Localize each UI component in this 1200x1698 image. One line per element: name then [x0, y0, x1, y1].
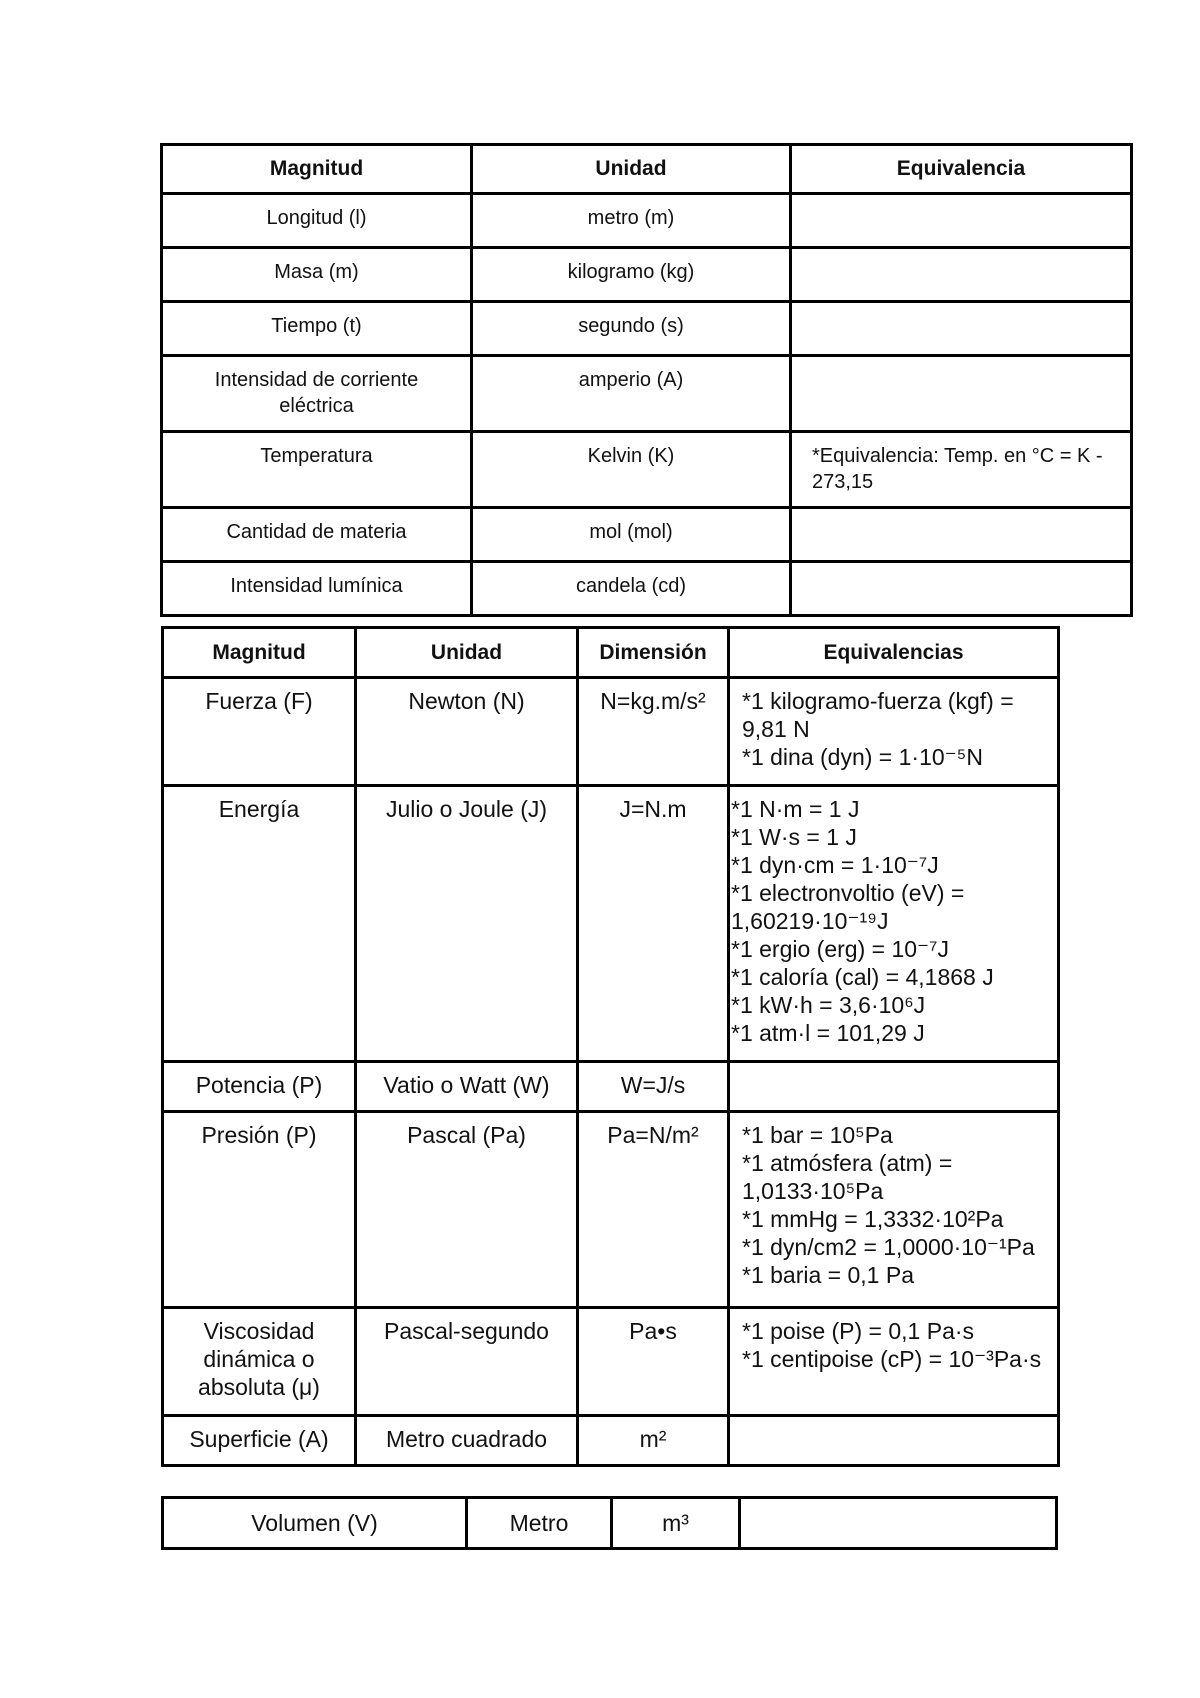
- table-row: [162, 356, 1132, 432]
- table-row: [163, 1112, 1059, 1308]
- dimension-cell: W=J/s: [578, 1062, 729, 1112]
- equivalence-line: *1 N·m = 1 J: [731, 796, 860, 822]
- magnitud-cell: Tiempo (t): [162, 302, 472, 356]
- equivalence-line: *1 atm·l = 101,29 J: [731, 1020, 925, 1046]
- magnitud-cell: Longitud (l): [162, 194, 472, 248]
- equivalence-line: *1 bar = 10⁵Pa: [742, 1122, 893, 1148]
- equivalencia-cell: *Equivalencia: Temp. en °C = K - 273,15: [791, 432, 1132, 508]
- magnitud-cell: Temperatura: [162, 432, 472, 508]
- header-equivalencia: Equivalencia: [791, 145, 1132, 194]
- unidad-cell: Vatio o Watt (W): [356, 1062, 578, 1112]
- unidad-cell: Newton (N): [356, 678, 578, 786]
- derived-units-table: [161, 626, 1060, 1467]
- table-row: [162, 248, 1132, 302]
- equivalence-line: *1 electronvoltio (eV) = 1,60219·10⁻¹⁹J: [731, 880, 965, 934]
- table-row: [163, 1498, 1057, 1549]
- table-row: [162, 302, 1132, 356]
- equivalencia-cell: [791, 508, 1132, 562]
- equivalence-line: *1 centipoise (cP) = 10⁻³Pa·s: [742, 1346, 1042, 1372]
- equivalencia-cell: [791, 562, 1132, 616]
- equivalencias-cell: [729, 1062, 1059, 1112]
- magnitud-cell: Potencia (P): [163, 1062, 356, 1112]
- header-unidad: Unidad: [472, 145, 791, 194]
- header-equivalencias: Equivalencias: [729, 628, 1059, 678]
- equivalence-line: *1 dyn/cm2 = 1,0000·10⁻¹Pa: [742, 1234, 1035, 1260]
- equivalence-line: *1 ergio (erg) = 10⁻⁷J: [731, 936, 949, 962]
- dimension-cell: m³: [612, 1498, 740, 1549]
- unidad-cell: segundo (s): [472, 302, 791, 356]
- magnitud-cell: Energía: [163, 786, 356, 1062]
- magnitud-cell: Masa (m): [162, 248, 472, 302]
- equivalencias-cell: [740, 1498, 1057, 1549]
- dimension-cell: Pa=N/m²: [578, 1112, 729, 1308]
- table-row: [162, 562, 1132, 616]
- equivalencia-cell: [791, 248, 1132, 302]
- unidad-cell: metro (m): [472, 194, 791, 248]
- equivalence-line: *1 atmósfera (atm) = 1,0133·10⁵Pa: [742, 1150, 953, 1204]
- equivalence-line: *1 kW·h = 3,6·10⁶J: [731, 992, 926, 1018]
- table-row: [162, 194, 1132, 248]
- unidad-cell: Pascal (Pa): [356, 1112, 578, 1308]
- equivalencias-cell: [729, 1112, 1059, 1308]
- header-unidad: Unidad: [356, 628, 578, 678]
- magnitud-cell: Volumen (V): [163, 1498, 467, 1549]
- equivalencia-cell: [791, 356, 1132, 432]
- equivalencias-cell: [729, 1308, 1059, 1416]
- equivalencias-cell: [729, 786, 1059, 1062]
- magnitud-cell: Intensidad de corriente eléctrica: [162, 356, 472, 432]
- base-units-table: [160, 143, 1133, 617]
- table-row: [163, 1308, 1059, 1416]
- equivalence-line: *1 caloría (cal) = 4,1868 J: [731, 964, 994, 990]
- table-header-row: [162, 145, 1132, 194]
- table-row: [162, 508, 1132, 562]
- magnitud-cell: Fuerza (F): [163, 678, 356, 786]
- table-row: [163, 1416, 1059, 1466]
- unidad-cell: Metro cuadrado: [356, 1416, 578, 1466]
- table-row: [162, 432, 1132, 508]
- dimension-cell: m²: [578, 1416, 729, 1466]
- unidad-cell: Metro: [467, 1498, 612, 1549]
- header-magnitud: Magnitud: [162, 145, 472, 194]
- unidad-cell: candela (cd): [472, 562, 791, 616]
- unidad-cell: Kelvin (K): [472, 432, 791, 508]
- equivalencia-cell: [791, 302, 1132, 356]
- dimension-cell: Pa•s: [578, 1308, 729, 1416]
- equivalence-line: *1 dyn·cm = 1·10⁻⁷J: [731, 852, 939, 878]
- magnitud-cell: Superficie (A): [163, 1416, 356, 1466]
- equivalencias-cell: [729, 678, 1059, 786]
- magnitud-cell: Presión (P): [163, 1112, 356, 1308]
- unidad-cell: Julio o Joule (J): [356, 786, 578, 1062]
- unidad-cell: amperio (A): [472, 356, 791, 432]
- header-dimension: Dimensión: [578, 628, 729, 678]
- unidad-cell: kilogramo (kg): [472, 248, 791, 302]
- unidad-cell: Pascal-segundo: [356, 1308, 578, 1416]
- equivalence-line: *1 poise (P) = 0,1 Pa·s: [742, 1318, 975, 1344]
- equivalencia-cell: [791, 194, 1132, 248]
- unidad-cell: mol (mol): [472, 508, 791, 562]
- magnitud-cell: Cantidad de materia: [162, 508, 472, 562]
- magnitud-cell: Viscosidad dinámica o absoluta (μ): [163, 1308, 356, 1416]
- table-row: [163, 1062, 1059, 1112]
- volume-table: [161, 1496, 1058, 1550]
- magnitud-cell: Intensidad lumínica: [162, 562, 472, 616]
- equivalence-line: *1 W·s = 1 J: [731, 824, 857, 850]
- table-row: [163, 678, 1059, 786]
- table-row: [163, 786, 1059, 1062]
- equivalence-line: *1 baria = 0,1 Pa: [742, 1262, 914, 1288]
- table-header-row: [163, 628, 1059, 678]
- equivalence-line: *1 dina (dyn) = 1·10⁻⁵N: [742, 744, 983, 770]
- dimension-cell: N=kg.m/s²: [578, 678, 729, 786]
- equivalence-line: *1 kilogramo-fuerza (kgf) = 9,81 N: [742, 688, 1014, 742]
- equivalence-line: *1 mmHg = 1,3332·10²Pa: [742, 1206, 1004, 1232]
- header-magnitud: Magnitud: [163, 628, 356, 678]
- dimension-cell: J=N.m: [578, 786, 729, 1062]
- equivalencias-cell: [729, 1416, 1059, 1466]
